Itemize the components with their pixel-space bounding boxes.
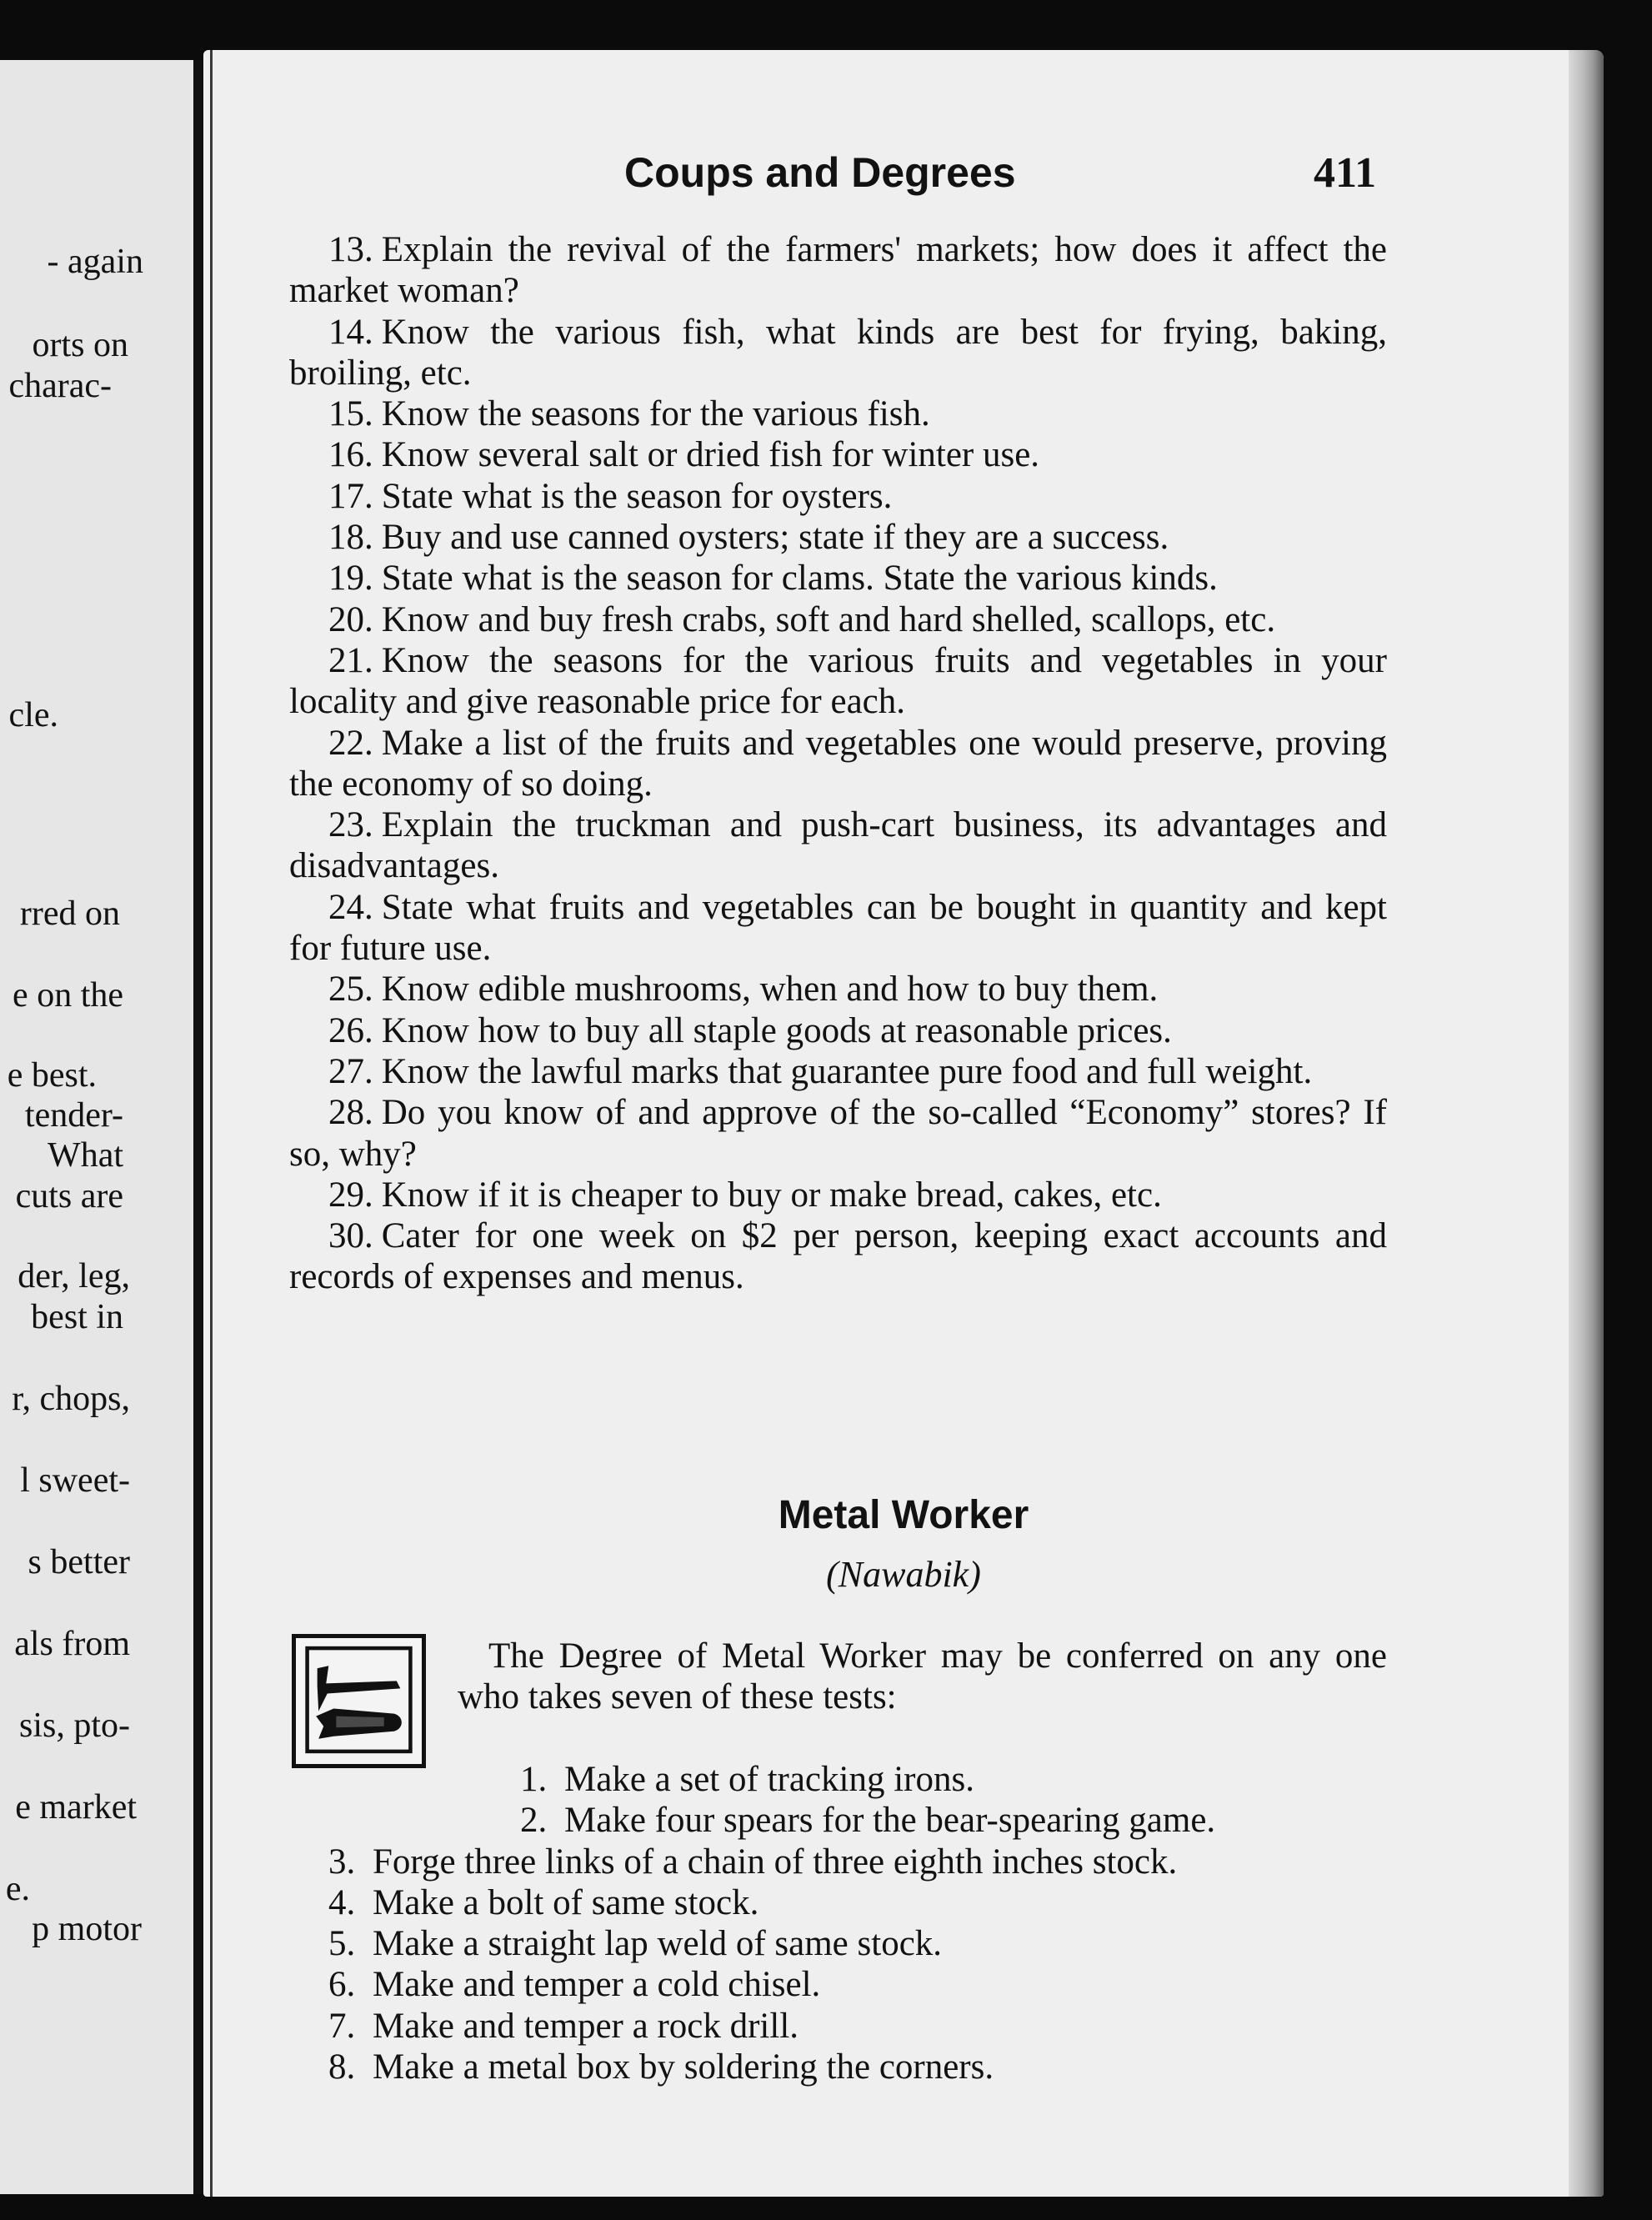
item-number: 19. — [328, 559, 373, 599]
left-fragment: orts on — [32, 326, 128, 364]
left-fragment: rred on — [19, 895, 120, 933]
list-item — [289, 1175, 1387, 1215]
list-item — [289, 1759, 1387, 1800]
left-fragment: s better — [28, 1543, 130, 1581]
left-fragment: e market — [15, 1788, 137, 1827]
list-item — [289, 312, 1387, 394]
item-number: 28. — [328, 1093, 373, 1133]
list-item — [289, 1842, 1387, 1882]
left-fragment: What — [48, 1136, 123, 1175]
list-item — [289, 1882, 1387, 1923]
left-fragment: sis, pto- — [18, 1706, 130, 1745]
item-number: 15. — [328, 394, 373, 434]
item-number: 17. — [328, 476, 373, 516]
left-fragment: best in — [31, 1298, 123, 1336]
item-text: State what fruits and vegetables can be bought in quantity and kept for future use. — [289, 887, 1387, 969]
left-fragment: e. — [5, 1870, 30, 1908]
section-subtitle: (Nawabik) — [826, 1554, 981, 1595]
list-item — [289, 1964, 1387, 2005]
list-item — [289, 1215, 1387, 1298]
left-fragment: e on the — [13, 976, 123, 1015]
metal-test-list — [289, 1759, 1387, 2087]
section-intro: The Degree of Metal Worker may be conferred on any one who takes seven of these tests: — [458, 1636, 1387, 1717]
item-text: Know how to buy all staple goods at reasonable prices. — [381, 1010, 1172, 1050]
list-item — [289, 599, 1387, 640]
left-fragment: cuts are — [15, 1177, 123, 1215]
item-text: Buy and use canned oysters; state if they are a success. — [381, 518, 1169, 558]
list-item — [289, 723, 1387, 805]
item-text: Explain the revival of the farmers' markets; how does it affect the market woman? — [289, 230, 1387, 311]
item-number: 24. — [328, 887, 373, 927]
section-title: Metal Worker — [778, 1493, 1029, 1537]
test-list — [289, 229, 1387, 1298]
list-item — [289, 804, 1387, 887]
item-text: Know edible mushrooms, when and how to buy them. — [381, 970, 1159, 1010]
item-number: 8. — [328, 2047, 356, 2087]
item-text: Know several salt or dried fish for winter use. — [381, 435, 1040, 475]
list-item — [289, 2047, 1387, 2087]
item-number: 20. — [328, 599, 373, 639]
left-fragment: e best. — [7, 1056, 97, 1095]
list-item — [289, 969, 1387, 1010]
item-text: Make a list of the fruits and vegetables one would preserve, proving the economy of so doing. — [289, 723, 1387, 804]
list-item — [289, 393, 1387, 434]
list-item — [289, 1092, 1387, 1175]
running-head: Coups and Degrees — [624, 149, 1016, 196]
item-text: Make a set of tracking irons. — [564, 1760, 974, 1799]
item-number: 2. — [520, 1801, 548, 1841]
left-fragment: cle. — [8, 696, 58, 734]
item-text: Know the seasons for the various fish. — [381, 394, 930, 434]
item-number: 27. — [328, 1051, 373, 1091]
item-text: Make and temper a rock drill. — [373, 2006, 799, 2046]
left-fragment: l sweet- — [20, 1461, 130, 1500]
list-item — [289, 887, 1387, 970]
item-text: Make four spears for the bear-spearing game. — [564, 1801, 1216, 1841]
page-edge-shadow — [1569, 50, 1604, 2197]
left-fragment: - again — [47, 243, 143, 281]
item-number: 18. — [328, 518, 373, 558]
item-number: 22. — [328, 723, 373, 763]
item-text: Explain the truckman and push-cart business, its advantages and disadvantages. — [289, 805, 1387, 886]
item-text: Know if it is cheaper to buy or make bread, cakes, etc. — [381, 1175, 1162, 1215]
list-item — [289, 2006, 1387, 2047]
item-number: 16. — [328, 435, 373, 475]
page-number: 411 — [1314, 149, 1377, 197]
item-number: 4. — [328, 1882, 356, 1922]
item-number: 3. — [328, 1842, 356, 1882]
list-item — [289, 517, 1387, 558]
list-item — [289, 1923, 1387, 1964]
item-number: 23. — [328, 805, 373, 845]
list-item — [289, 1010, 1387, 1051]
item-text: Know the seasons for the various fruits and vegetables in your locality and give reasonable price for each. — [289, 640, 1387, 722]
item-text: State what is the season for oysters. — [381, 476, 893, 516]
item-number: 26. — [328, 1010, 373, 1050]
item-text: Cater for one week on $2 per person, keeping exact accounts and records of expenses and menus. — [289, 1216, 1387, 1297]
list-item — [289, 229, 1387, 312]
item-number: 21. — [328, 640, 373, 680]
item-text: Make and temper a cold chisel. — [373, 1965, 821, 2005]
list-item — [289, 640, 1387, 723]
item-number: 6. — [328, 1965, 356, 2005]
item-text: Know and buy fresh crabs, soft and hard shelled, scallops, etc. — [381, 599, 1276, 639]
metal-worker-emblem-icon — [292, 1634, 426, 1768]
left-fragment: als from — [14, 1625, 130, 1663]
page-gutter — [193, 60, 203, 2194]
item-number: 29. — [328, 1175, 373, 1215]
item-number: 14. — [328, 312, 373, 352]
item-number: 30. — [328, 1216, 373, 1256]
left-fragment: der, leg, — [18, 1257, 130, 1295]
item-text: Forge three links of a chain of three eighth inches stock. — [373, 1842, 1178, 1882]
list-item — [289, 434, 1387, 475]
item-text: Make a straight lap weld of same stock. — [373, 1924, 943, 1964]
item-text: State what is the season for clams. State the various kinds. — [381, 559, 1218, 599]
book-page — [203, 50, 1604, 2197]
list-item — [289, 476, 1387, 517]
item-number: 1. — [520, 1760, 548, 1799]
left-fragment: tender- — [24, 1096, 123, 1135]
left-fragment: p motor — [32, 1910, 142, 1948]
list-item — [289, 1800, 1387, 1841]
item-number: 25. — [328, 970, 373, 1010]
left-fragment: charac- — [8, 367, 112, 405]
item-text: Know the lawful marks that guarantee pure food and full weight. — [381, 1051, 1313, 1091]
item-text: Make a bolt of same stock. — [373, 1882, 759, 1922]
left-fragment: r, chops, — [12, 1380, 130, 1418]
list-item — [289, 558, 1387, 599]
item-text: Make a metal box by soldering the corners. — [373, 2047, 994, 2087]
list-item — [289, 1051, 1387, 1092]
previous-page-fragment — [0, 60, 193, 2194]
item-number: 5. — [328, 1924, 356, 1964]
item-text: Do you know of and approve of the so-called “Economy” stores? If so, why? — [289, 1093, 1387, 1174]
item-text: Know the various fish, what kinds are best for frying, baking, broiling, etc. — [289, 312, 1387, 393]
page-edge-rule — [210, 50, 213, 2197]
item-number: 13. — [328, 230, 373, 269]
item-number: 7. — [328, 2006, 356, 2046]
